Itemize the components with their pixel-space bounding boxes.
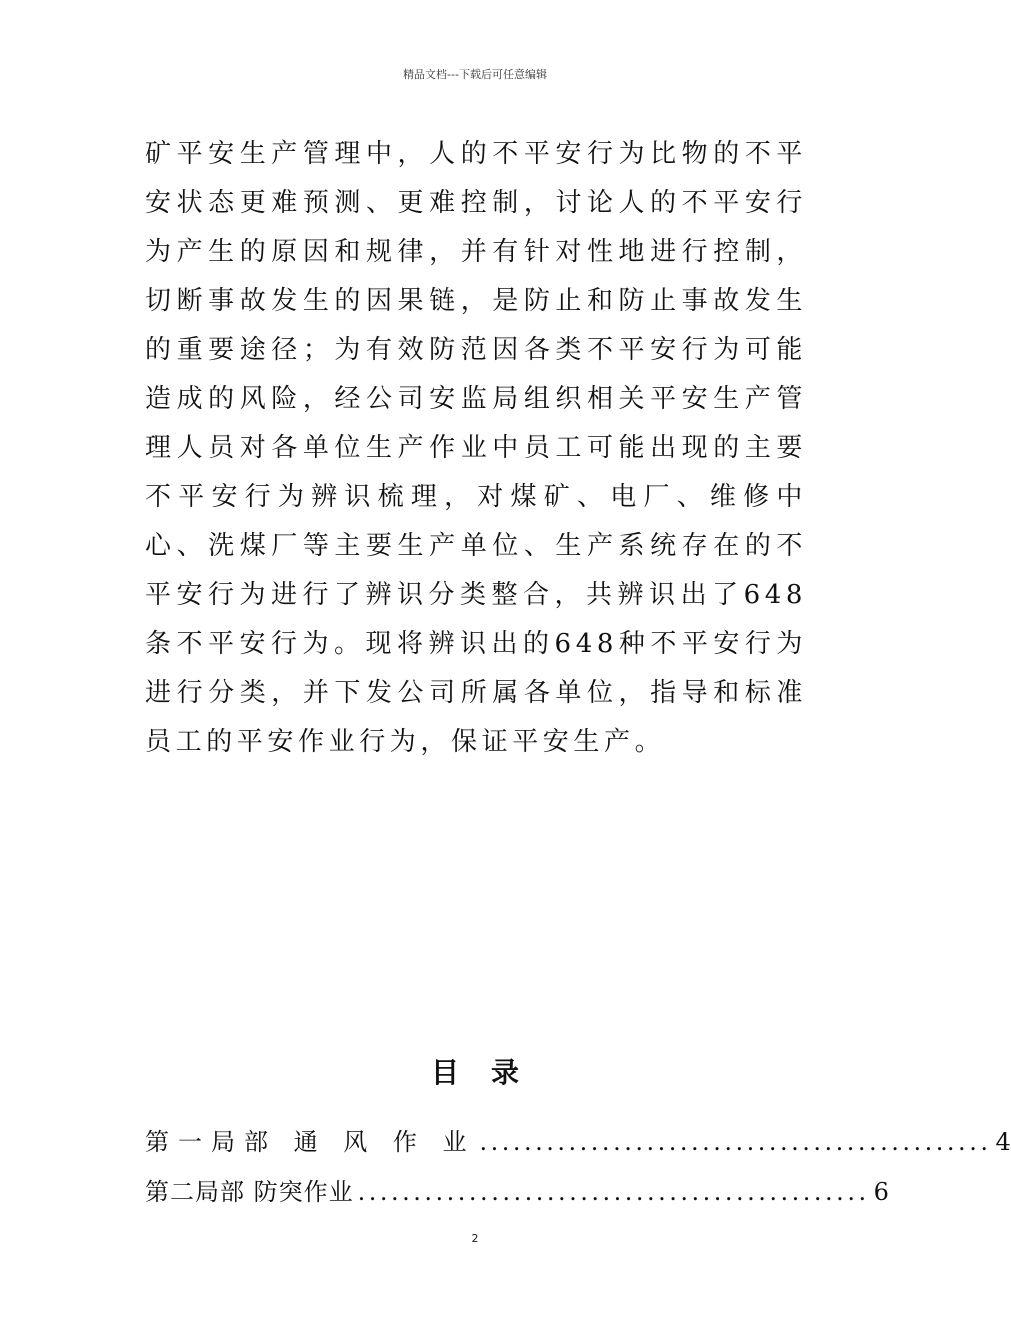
toc-title: 目录: [430, 1056, 551, 1089]
toc-dot-leader: ..............................................: [357, 1178, 870, 1206]
body-paragraph: 矿平安生产管理中，人的不平安行为比物的不平安状态更难预测、更难控制，讨论人的不平安行为产生的原因和规律，并有针对性地进行控制，切断事故发生的因果链，是防止和防止事故发生的重要途径；为有效防范因各类不平安行为可能造成的风险，经公司安监局组织相关平安生产管理人员对各单位生产作业中员工可能出现的主要不平安行为辨识梳理，对煤矿、电厂、维修中心、洗煤厂等主要生产单位、生产系统存在的不平安行为进行了辨识分类整合，共辨识出了648条不平安行为。现将辨识出的648种不平安行为进行分类，并下发公司所属各单位，指导和标准员工的平安作业行为，保证平安生产。: [145, 139, 807, 757]
toc-entry-label: 第二局部 防突作业: [145, 1178, 354, 1206]
toc-dot-leader: ..............................................: [479, 1128, 992, 1156]
page-header: 精品文档---下载后可任意编辑: [403, 68, 547, 81]
table-of-contents: [145, 1122, 1011, 1222]
toc-entry-ventilation[interactable]: [145, 1122, 1011, 1172]
toc-entry-page: 6: [873, 1178, 889, 1206]
toc-entry-label: 第一局部 通 风 作 业: [145, 1128, 476, 1156]
toc-entry-outburst-prevention[interactable]: [145, 1172, 889, 1222]
page-number: 2: [471, 1232, 479, 1245]
toc-entry-page: 4: [995, 1128, 1011, 1156]
